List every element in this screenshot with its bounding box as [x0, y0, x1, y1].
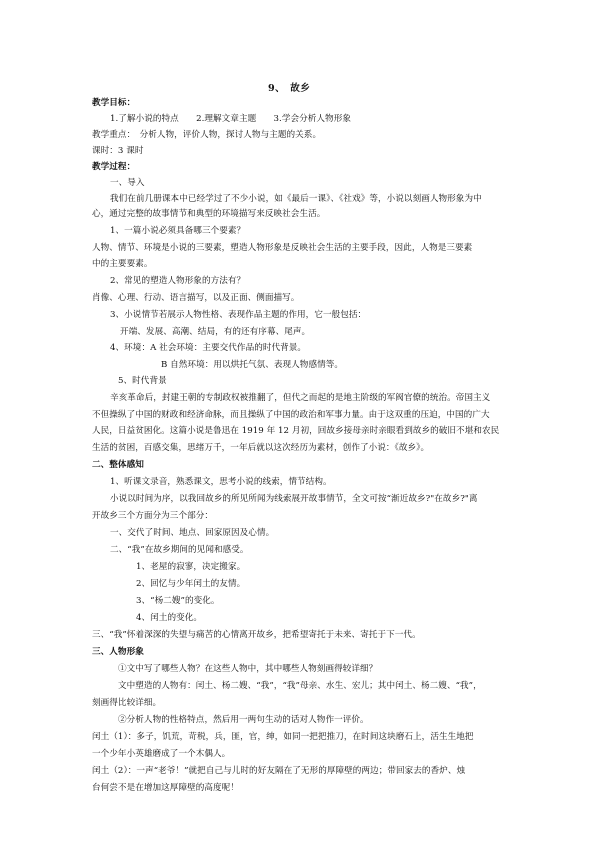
paragraph-line: 不但操纵了中国的财政和经济命脉，而且操纵了中国的政治和军事力量。由于这双重的压迫，中国的广大: [92, 410, 490, 420]
paragraph-line: 人物、情节、环境是小说的三要素，塑造人物形象是反映社会生活的主要手段，因此，人物是三要素: [92, 243, 473, 253]
question-heading: 3、小说情节若展示人物性格、表现作品主题的作用，它一般包括：: [110, 310, 367, 320]
paragraph-line: 文中塑造的人物有：闰土、杨二嫂、“我”，“我”母亲、水生、宏儿；其中闰土、杨二嫂、“我”，: [118, 681, 482, 691]
teaching-process-heading: 教学过程：: [92, 162, 136, 172]
sub-item: 4、闰土的变化。: [136, 613, 203, 623]
part-item: 三、“我”怀着深深的失望与痛苦的心情离开故乡，把希望寄托于未来、寄托于下一代。: [92, 630, 421, 640]
section-heading: 三、人物形象: [92, 647, 144, 657]
question-heading: 4、环境：A 社会环境：主要交代作品的时代背景。: [110, 343, 307, 353]
sub-item: 3、“杨二嫂”的变化。: [136, 596, 220, 606]
question-heading: 2、常见的塑造人物形象的方法有？: [110, 276, 246, 286]
paragraph-line: 开端、发展、高潮、结局，有的还有序幕、尾声。: [120, 327, 311, 337]
question-line: ①文中写了哪些人物？在这些人物中，其中哪些人物刻画得较详细？: [118, 664, 378, 674]
teaching-focus: 教学重点： 分析人物，评价人物，探讨人物与主题的关系。: [92, 130, 322, 140]
paragraph-line: 生活的贫困，百感交集，思绪万千，一年后就以这次经历为素材，创作了小说：《故乡》。: [92, 443, 430, 453]
part-item: 一、交代了时间、地点、回家原因及心情。: [110, 528, 275, 538]
section-intro-heading: 一、导入: [110, 178, 145, 188]
question-heading: 1、一篇小说必须具备哪三个要素？: [110, 226, 246, 236]
sub-item: 1、老屋的寂寥，决定搬家。: [136, 562, 246, 572]
question-line: ②分析人物的性格特点，然后用一两句生动的话对人物作一评价。: [118, 715, 369, 725]
paragraph-line: 刻画得比较详细。: [92, 698, 162, 708]
class-hours: 课时：3 课时: [92, 146, 144, 156]
paragraph-line: 1、听课文录音，熟悉课文，思考小说的线索，情节结构。: [110, 477, 332, 487]
doc-title: 9、 故乡: [268, 83, 311, 94]
paragraph-line: 闰土（1）：多子，饥荒，苛税，兵，匪，官，绅，如同一把把推刀，在时间这块磨石上，活生生地把: [92, 732, 474, 742]
paragraph-line: 中的主要要素。: [92, 259, 153, 269]
paragraph-line: 闰土（2）：一声“老爷！”就把自己与儿时的好友隔在了无形的厚障壁的两边；带回家去的香炉、烛: [92, 766, 466, 776]
paragraph-line: 心，通过完整的故事情节和典型的环境描写来反映社会生活。: [92, 209, 326, 219]
paragraph-line: 肖像、心理、行动、语言描写，以及正面、侧面描写。: [92, 293, 300, 303]
paragraph-line: 辛亥革命后，封建王朝的专制政权被推翻了，但代之而起的是地主阶级的军阀官僚的统治。帝国主义: [110, 393, 491, 403]
paragraph-line: 人民，日益贫困化。这篇小说是鲁迅在 1919 年 12 月初，回故乡接母亲时亲眼看到故乡的破旧不堪和农民: [92, 426, 500, 436]
section-heading: 二、整体感知: [92, 460, 144, 470]
paragraph-line: 开故乡三个方面分为三个部分：: [92, 511, 214, 521]
part-item: 二、“我”在故乡期间的见闻和感受。: [110, 545, 249, 555]
paragraph-line: 一个少年小英雄磨成了一个木偶人。: [92, 749, 231, 759]
paragraph-line: 小说以时间为序，以我回故乡的所见所闻为线索展开故事情节，全文可按“渐近故乡?"在故乡?"离: [110, 494, 478, 504]
teaching-goals: 1.了解小说的特点 2.理解文章主题 3.学会分析人物形象: [110, 114, 351, 124]
question-heading: 5、时代背景: [118, 376, 167, 386]
paragraph-line: B 自然环境：用以烘托气氛、表现人物感情等。: [161, 360, 344, 370]
paragraph-line: 台何尝不是在增加这厚障壁的高度呢！: [92, 783, 239, 793]
paragraph-line: 我们在前几册课本中已经学过了不少小说，如《最后一课》、《社戏》等，小说以刻画人物形象为中: [110, 194, 482, 204]
sub-item: 2、回忆与少年闰土的友情。: [136, 579, 246, 589]
teaching-goals-heading: 教学目标：: [92, 98, 136, 108]
